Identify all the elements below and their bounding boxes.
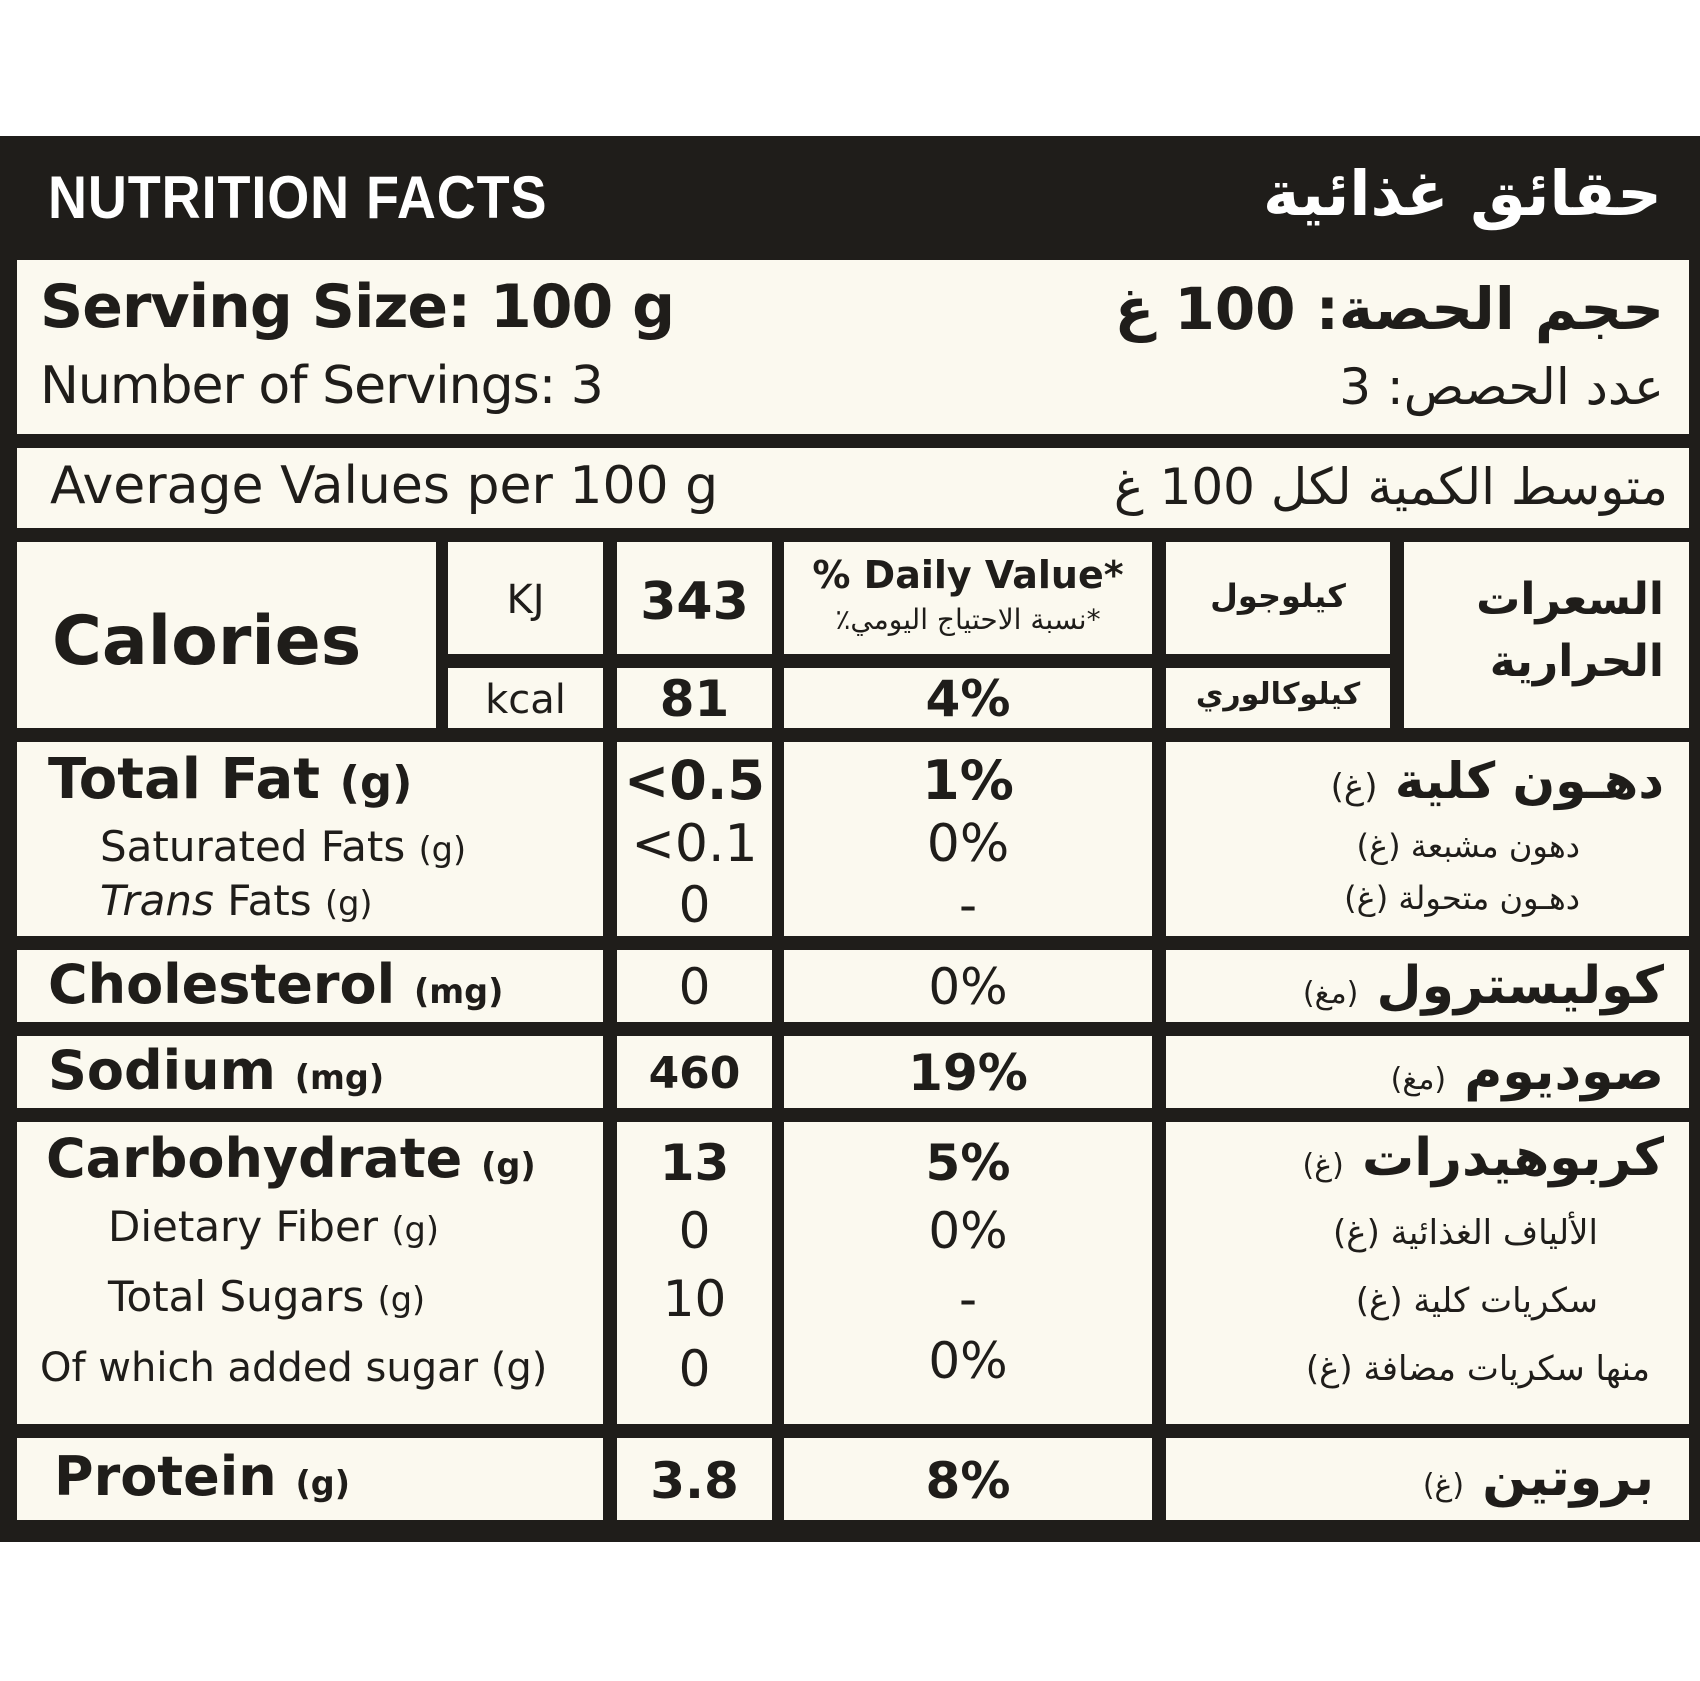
total-fat-unit-ar: (غ) xyxy=(1330,767,1378,807)
sodium-label: Sodium xyxy=(48,1039,276,1102)
serving-size-en: Serving Size: 100 g xyxy=(40,272,675,342)
carbohydrate-unit-ar: (غ) xyxy=(1302,1148,1344,1183)
cholesterol-name xyxy=(48,953,504,1016)
dietary-fiber-value: 0 xyxy=(678,1202,711,1260)
saturated-fat-dv: 0% xyxy=(926,814,1010,874)
protein-name-ar xyxy=(1422,1448,1654,1508)
trans-fat-unit: (g) xyxy=(325,884,373,923)
title-english: NUTRITION FACTS xyxy=(48,164,548,231)
cholesterol-name-ar xyxy=(1302,956,1664,1016)
added-sugar-name-ar: منها سكريات مضافة (غ) xyxy=(1305,1349,1650,1389)
protein-label: Protein xyxy=(54,1445,277,1508)
trans-fat-label: Fats xyxy=(227,876,312,925)
total-fat-value: <0.5 xyxy=(624,749,765,812)
cholesterol-value: 0 xyxy=(678,958,711,1016)
carbohydrate-value: 13 xyxy=(659,1134,730,1192)
cholesterol-unit: (mg) xyxy=(413,972,504,1011)
daily-value-header-ar: *نسبة الاحتياج اليومي٪ xyxy=(835,603,1101,636)
saturated-fat-label: Saturated Fats xyxy=(100,822,406,871)
total-sugars-label: Total Sugars xyxy=(108,1272,365,1321)
serving-size-ar: حجم الحصة: 100 غ xyxy=(1114,275,1664,343)
trans-fat-dv: - xyxy=(958,876,978,934)
added-sugar-name: Of which added sugar (g) xyxy=(40,1345,548,1391)
trans-fat-label-italic: Trans xyxy=(100,876,214,925)
total-sugars-name-ar: سكريات كلية (غ) xyxy=(1355,1281,1598,1321)
daily-value-header-en: % Daily Value* xyxy=(812,553,1124,597)
calories-label-ar-cell xyxy=(1404,542,1689,728)
calories-label-ar-line1: السعرات xyxy=(1476,574,1664,625)
kj-value: 343 xyxy=(640,572,749,632)
dietary-fiber-dv: 0% xyxy=(928,1202,1008,1260)
cholesterol-label-ar: كوليسترول xyxy=(1376,956,1664,1016)
total-sugars-dv: - xyxy=(958,1270,978,1328)
carbohydrate-label: Carbohydrate xyxy=(46,1127,463,1190)
total-sugars-value: 10 xyxy=(662,1270,727,1328)
title-arabic: حقائق غذائية xyxy=(1263,157,1662,230)
dietary-fiber-name xyxy=(108,1202,439,1251)
carbohydrate-unit: (g) xyxy=(481,1146,536,1185)
added-sugar-value: 0 xyxy=(678,1340,711,1398)
servings-count-en: Number of Servings: 3 xyxy=(40,356,603,416)
kcal-value: 81 xyxy=(659,670,730,728)
calories-label-en: Calories xyxy=(52,602,362,681)
total-fat-label: Total Fat xyxy=(48,747,321,812)
dietary-fiber-label: Dietary Fiber xyxy=(108,1202,379,1251)
sodium-name xyxy=(48,1039,385,1102)
total-fat-name xyxy=(48,747,413,812)
sodium-unit: (mg) xyxy=(294,1058,385,1097)
added-sugar-dv: 0% xyxy=(928,1332,1008,1390)
kj-unit-ar: كيلوجول xyxy=(1210,577,1346,615)
trans-fat-value: 0 xyxy=(678,876,711,934)
cholesterol-label: Cholesterol xyxy=(48,953,396,1016)
dietary-fiber-unit: (g) xyxy=(391,1210,439,1249)
carbohydrate-label-ar: كربوهيدرات xyxy=(1361,1128,1664,1188)
protein-name xyxy=(54,1445,351,1508)
calories-label-ar-line2: الحرارية xyxy=(1489,636,1664,687)
total-sugars-name xyxy=(108,1272,426,1321)
protein-unit: (g) xyxy=(295,1464,351,1503)
total-fat-name-ar xyxy=(1330,752,1664,810)
protein-value: 3.8 xyxy=(650,1452,739,1510)
kcal-dv: 4% xyxy=(925,670,1011,728)
sodium-name-ar xyxy=(1390,1042,1664,1102)
sodium-dv: 19% xyxy=(908,1044,1028,1102)
sodium-label-ar: صوديوم xyxy=(1464,1042,1664,1102)
average-values-en: Average Values per 100 g xyxy=(50,456,719,516)
protein-unit-ar: (غ) xyxy=(1422,1468,1465,1503)
total-fat-dv: 1% xyxy=(922,749,1014,812)
saturated-fat-name xyxy=(100,822,467,871)
cholesterol-unit-ar: (مغ) xyxy=(1302,976,1359,1011)
kj-unit: KJ xyxy=(506,577,545,623)
total-fat-label-ar: دهـون كلية xyxy=(1394,752,1664,810)
cholesterol-dv: 0% xyxy=(928,958,1008,1016)
trans-fat-name xyxy=(100,876,373,925)
kcal-unit: kcal xyxy=(485,677,566,723)
average-values-ar: متوسط الكمية لكل 100 غ xyxy=(1113,458,1668,516)
protein-label-ar: بروتين xyxy=(1482,1448,1654,1508)
sodium-unit-ar: (مغ) xyxy=(1390,1062,1447,1097)
carbohydrate-dv: 5% xyxy=(925,1134,1011,1192)
saturated-fat-value: <0.1 xyxy=(631,814,758,874)
protein-dv: 8% xyxy=(925,1452,1011,1510)
sodium-value: 460 xyxy=(648,1048,741,1099)
carbohydrate-name-ar xyxy=(1302,1128,1664,1188)
saturated-fat-unit: (g) xyxy=(418,830,467,869)
kcal-unit-ar: كيلوكالوري xyxy=(1195,677,1361,712)
servings-count-ar: عدد الحصص: 3 xyxy=(1339,358,1664,416)
total-fat-unit: (g) xyxy=(339,756,413,809)
total-sugars-unit: (g) xyxy=(377,1280,426,1319)
trans-fat-name-ar: دهـون متحولة (غ) xyxy=(1344,879,1580,917)
carbohydrate-name xyxy=(46,1127,536,1190)
saturated-fat-name-ar: دهون مشبعة (غ) xyxy=(1356,827,1580,865)
dietary-fiber-name-ar: الألياف الغذائية (غ) xyxy=(1333,1213,1598,1253)
